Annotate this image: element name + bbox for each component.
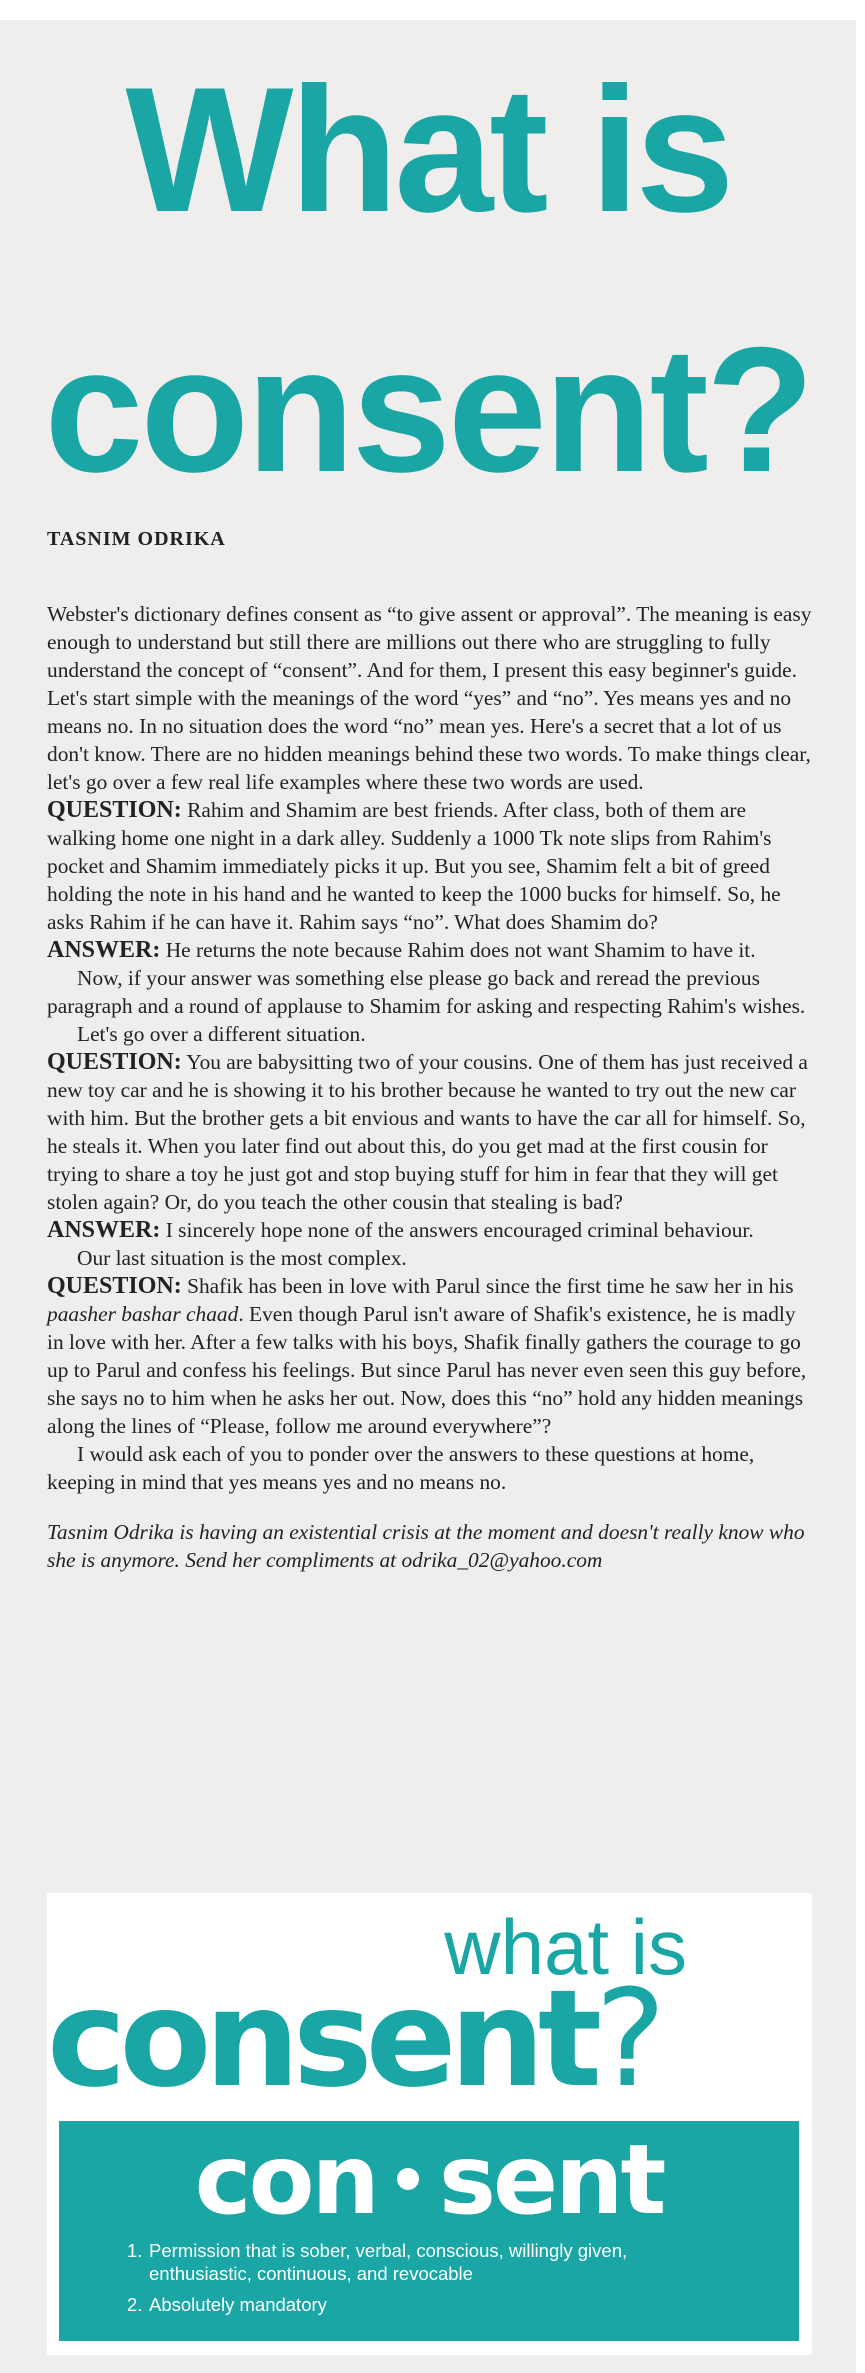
syllable-2: sent: [438, 2124, 664, 2236]
author-footnote: Tasnim Odrika is having an existential crisis at the moment and doesn't really know who she is anymore. Send her compliments at odrika_02@yahoo.com: [47, 1520, 805, 1572]
question-text: Shafik has been in love with Parul since the first time he saw her in his: [187, 1274, 794, 1298]
question-label: QUESTION:: [47, 1049, 182, 1075]
definition-number: 1.: [127, 2240, 143, 2261]
syllable-1: con: [194, 2124, 377, 2236]
syllable-dot-icon: [397, 2168, 419, 2190]
question-1: [47, 796, 817, 936]
definition-list: [127, 2239, 727, 2324]
headline-line-2: consent?: [44, 310, 812, 509]
paragraph-different-situation: Let's go over a different situation.: [77, 1022, 366, 1046]
consent-infographic: [47, 1893, 812, 2355]
definition-box: [59, 2121, 799, 2341]
paragraph-intro: Webster's dictionary defines consent as “to give assent or approval”. The meaning is easy enough to understand but still there are millions out there who are struggling to fully understand the concept of “consent”. And for them, I present this easy beginner's guide.: [47, 602, 812, 682]
definition-item: [127, 2293, 727, 2316]
article-body: [47, 600, 817, 1574]
definition-number: 2.: [127, 2294, 143, 2315]
answer-label: ANSWER:: [47, 1217, 161, 1243]
question-text: Rahim and Shamim are best friends. After class, both of them are walking home one night in a dark alley. Suddenly a 1000 Tk note slips from Rahim's pocket and Shamim immediately picks it up. But you see, Shamim felt a bit of greed holding the note in his hand and he wanted to keep the 1000 bucks for himself. So, he asks Rahim if he can have it. Rahim says “no”. What does Shamim do?: [47, 798, 781, 934]
question-label: QUESTION:: [47, 1273, 182, 1299]
graphic-consent-text: consent: [47, 1961, 595, 2117]
answer-text: He returns the note because Rahim does not want Shamim to have it.: [165, 938, 756, 962]
question-text: You are babysitting two of your cousins. One of them has just received a new toy car and he is showing it to his brother because he wanted to try out the new car with him. But the brother gets a bit envious and wants to have the car all for himself. So, he steals it. When you later find out about this, do you get mad at the first cousin for trying to share a toy he just got and stop buying stuff for him in fear that they will get stolen again? Or, do you teach the other cousin that stealing is bad?: [47, 1050, 808, 1214]
question-italic-phrase: paasher bashar chaad: [47, 1302, 239, 1326]
question-2: [47, 1048, 817, 1216]
paragraph-reread: Now, if your answer was something else please go back and reread the previous paragraph and a round of applause to Shamim for asking and respecting Rahim's wishes.: [47, 966, 806, 1018]
definition-text: Permission that is sober, verbal, conscious, willingly given, enthusiastic, continuous, and revocable: [149, 2240, 628, 2284]
definition-text: Absolutely mandatory: [149, 2294, 327, 2315]
definition-item: [127, 2239, 727, 2285]
newspaper-page: [0, 20, 856, 2373]
question-label: QUESTION:: [47, 797, 182, 823]
syllabified-word: [59, 2125, 799, 2235]
graphic-what-is: what is: [444, 1903, 687, 1991]
paragraph-ponder: I would ask each of you to ponder over the answers to these questions at home, keeping in mind that yes means yes and no means no.: [47, 1442, 755, 1494]
headline-line-1: What is: [125, 50, 731, 249]
graphic-consent-word: [47, 1961, 812, 2117]
author-byline: TASNIM ODRIKA: [47, 528, 226, 550]
answer-1: [47, 936, 817, 964]
answer-label: ANSWER:: [47, 937, 161, 963]
question-text-continued: . Even though Parul isn't aware of Shafik's existence, he is madly in love with her. After a few talks with his boys, Shafik finally gathers the courage to go up to Parul and confess his feelings. But since Parul has never even seen this guy before, she says no to him when he asks her out. Now, does this “no” hold any hidden meanings along the lines of “Please, follow me around everywhere”?: [47, 1302, 807, 1438]
question-3: [47, 1272, 817, 1440]
answer-text: I sincerely hope none of the answers encouraged criminal behaviour.: [165, 1218, 754, 1242]
graphic-question-mark: ?: [594, 1961, 667, 2117]
answer-2: [47, 1216, 817, 1244]
paragraph-yes-no: Let's start simple with the meanings of the word “yes” and “no”. Yes means yes and no means no. In no situation does the word “no” mean yes. Here's a secret that a lot of us don't know. There are no hidden meanings behind these two words. To make things clear, let's go over a few real life examples where these two words are used.: [47, 686, 811, 794]
paragraph-last-situation: Our last situation is the most complex.: [77, 1246, 407, 1270]
